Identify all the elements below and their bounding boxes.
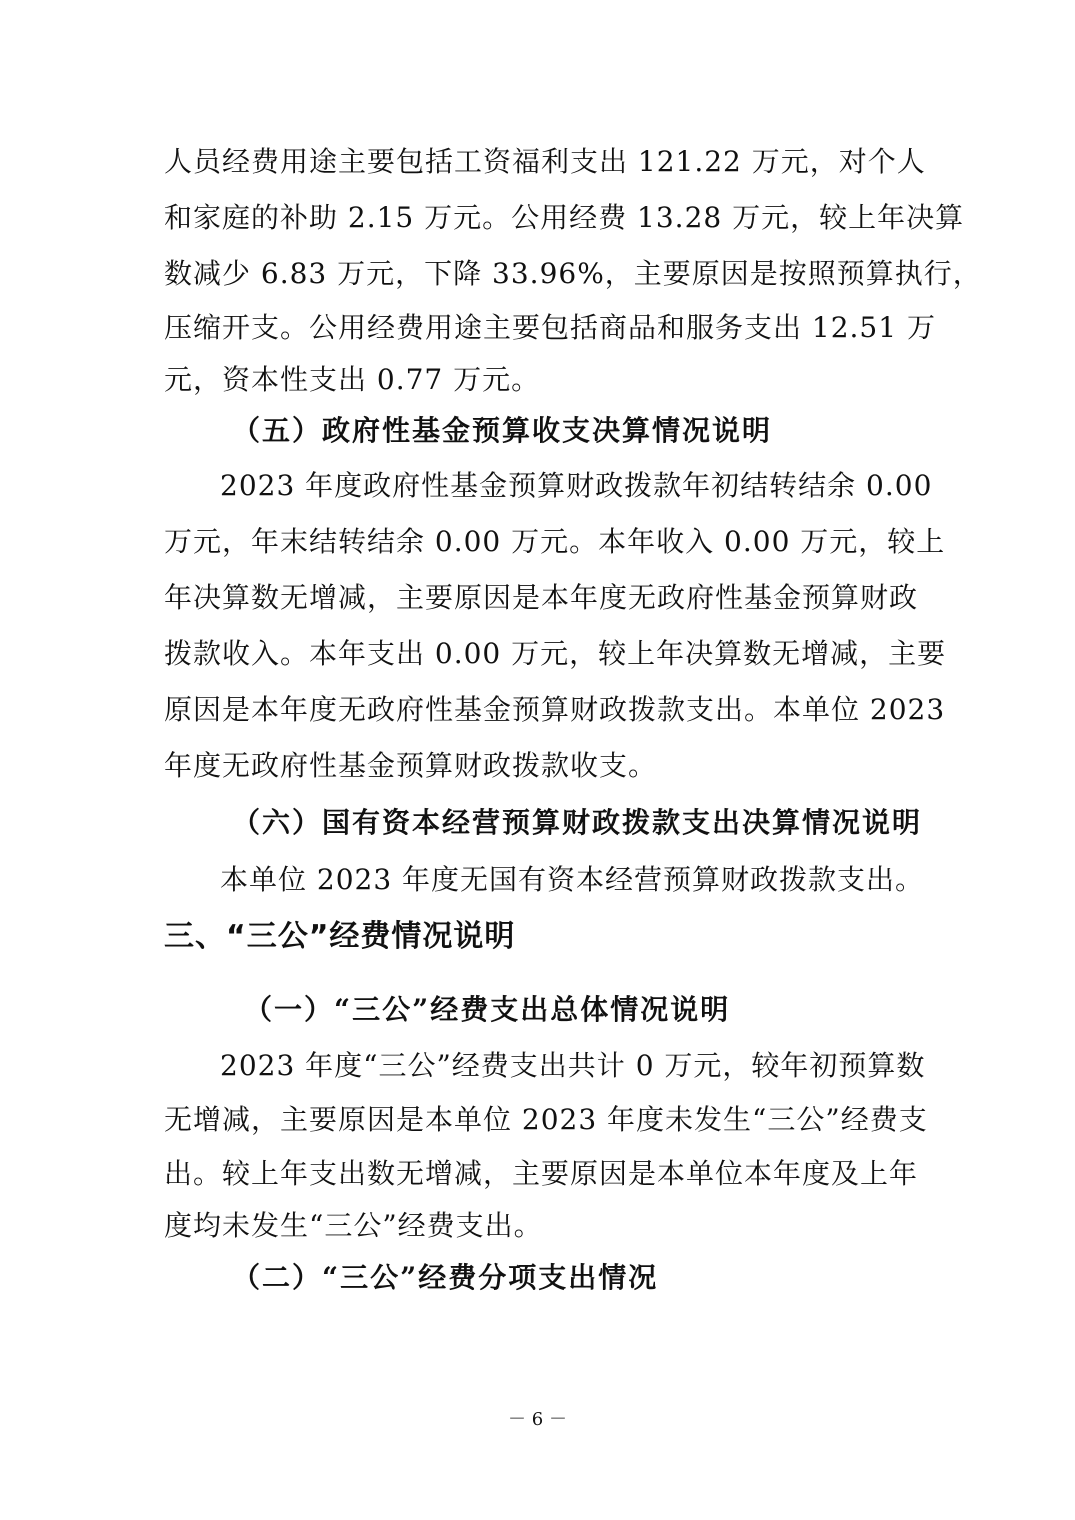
paragraph-line: 2023 年度“三公”经费支出共计 0 万元，较年初预算数	[220, 1049, 926, 1082]
paragraph-line: 数减少 6.83 万元，下降 33.96%，主要原因是按照预算执行，	[164, 257, 982, 290]
paragraph-line: 原因是本年度无政府性基金预算财政拨款支出。本单位 2023	[164, 693, 946, 726]
section-heading-6: （六）国有资本经营预算财政拨款支出决算情况说明	[232, 806, 923, 839]
page-number: － 6 －	[508, 1409, 567, 1430]
paragraph-line: 本单位 2023 年度无国有资本经营预算财政拨款支出。	[220, 863, 925, 896]
paragraph-line: 年决算数无增减，主要原因是本年度无政府性基金预算财政	[164, 581, 919, 614]
paragraph-line: 和家庭的补助 2.15 万元。公用经费 13.28 万元，较上年决算	[164, 201, 965, 234]
paragraph-line: 出。较上年支出数无增减，主要原因是本单位本年度及上年	[164, 1157, 919, 1190]
paragraph-line: 2023 年度政府性基金预算财政拨款年初结转结余 0.00	[220, 469, 933, 502]
paragraph-line: 无增减，主要原因是本单位 2023 年度未发生“三公”经费支	[164, 1103, 928, 1136]
paragraph-line: 元，资本性支出 0.77 万元。	[164, 363, 541, 396]
main-heading-3: 三、“三公”经费情况说明	[164, 919, 516, 954]
paragraph-line: 压缩开支。公用经费用途主要包括商品和服务支出 12.51 万	[164, 311, 936, 344]
sub-heading-3-1: （一）“三公”经费支出总体情况说明	[244, 993, 731, 1026]
paragraph-line: 万元，年末结转结余 0.00 万元。本年收入 0.00 万元，较上	[164, 525, 946, 558]
section-heading-5: （五）政府性基金预算收支决算情况说明	[232, 414, 773, 447]
paragraph-line: 拨款收入。本年支出 0.00 万元，较上年决算数无增减，主要	[164, 637, 947, 670]
paragraph-line: 度均未发生“三公”经费支出。	[164, 1209, 543, 1242]
paragraph-line: 人员经费用途主要包括工资福利支出 121.22 万元，对个人	[164, 145, 926, 178]
sub-heading-3-2: （二）“三公”经费分项支出情况	[232, 1261, 659, 1294]
paragraph-line: 年度无政府性基金预算财政拨款收支。	[164, 749, 658, 782]
